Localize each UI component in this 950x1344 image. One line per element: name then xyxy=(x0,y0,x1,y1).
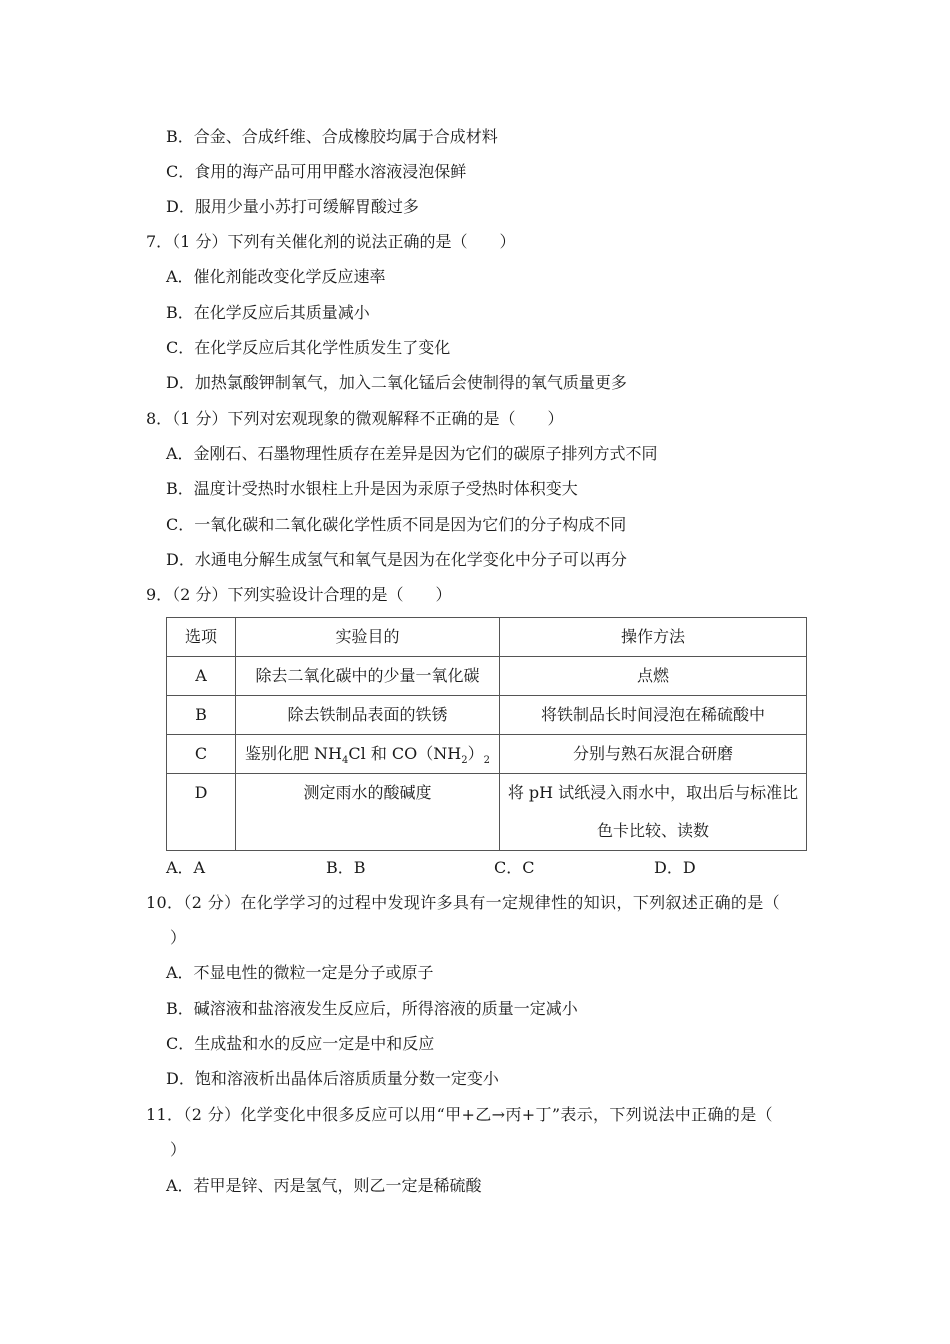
header-option: 选项 xyxy=(167,618,236,657)
table-row xyxy=(167,774,807,851)
formula-subscript: 2 xyxy=(483,755,491,767)
q7-option-b: B．在化学反应后其质量减小 xyxy=(166,303,370,322)
q9-choice-b: B．B xyxy=(326,858,366,877)
q8-option-b: B．温度计受热时水银柱上升是因为汞原子受热时体积变大 xyxy=(166,479,578,498)
formula-subscript: 4 xyxy=(342,755,349,767)
q9-choice-d: D．D xyxy=(654,858,696,877)
q7-option-c: C．在化学反应后其化学性质发生了变化 xyxy=(166,338,451,357)
row-option: C xyxy=(167,735,236,774)
q6-option-b: B．合金、合成纤维、合成橡胶均属于合成材料 xyxy=(166,127,498,146)
q9-stem: 9．（2 分）下列实验设计合理的是（ ） xyxy=(146,585,452,604)
q7-option-a: A．催化剂能改变化学反应速率 xyxy=(166,267,386,286)
header-method: 操作方法 xyxy=(500,618,807,657)
row-purpose: 除去二氧化碳中的少量一氧化碳 xyxy=(236,657,500,696)
formula-part: 鉴别化肥 NH xyxy=(244,744,343,763)
q10-option-d: D．饱和溶液析出晶体后溶质质量分数一定变小 xyxy=(166,1069,499,1088)
q6-option-c: C．食用的海产品可用甲醛水溶液浸泡保鲜 xyxy=(166,162,467,181)
row-option: B xyxy=(167,696,236,735)
formula-subscript: 2 xyxy=(461,755,468,767)
row-method: 分别与熟石灰混合研磨 xyxy=(500,735,807,774)
q10-option-b: B．碱溶液和盐溶液发生反应后，所得溶液的质量一定减小 xyxy=(166,999,578,1018)
table-row xyxy=(167,735,807,774)
q8-option-c: C．一氧化碳和二氧化碳化学性质不同是因为它们的分子构成不同 xyxy=(166,515,627,534)
q9-choice-a: A．A xyxy=(166,858,206,877)
row-option: D xyxy=(167,774,236,851)
table-header-row xyxy=(167,618,807,657)
q11-stem: 11．（2 分）化学变化中很多反应可以用“甲+乙→丙+丁”表示，下列说法中正确的是（ xyxy=(146,1105,773,1124)
q7-option-d: D．加热氯酸钾制氧气，加入二氧化锰后会使制得的氧气质量更多 xyxy=(166,373,627,392)
formula-part: ） xyxy=(467,744,484,763)
row-option: A xyxy=(167,657,236,696)
header-purpose: 实验目的 xyxy=(236,618,500,657)
row-purpose: 测定雨水的酸碱度 xyxy=(236,774,500,851)
row-method: 将铁制品长时间浸泡在稀硫酸中 xyxy=(500,696,807,735)
method-line: 将 pH 试纸浸入雨水中，取出后与标准比 xyxy=(507,783,799,802)
q10-stem-cont: ） xyxy=(170,928,187,947)
q8-option-a: A．金刚石、石墨物理性质存在差异是因为它们的碳原子排列方式不同 xyxy=(166,444,658,463)
table-row xyxy=(167,696,807,735)
q7-stem: 7．（1 分）下列有关催化剂的说法正确的是（ ） xyxy=(146,232,516,251)
q6-option-d: D．服用少量小苏打可缓解胃酸过多 xyxy=(166,197,419,216)
q8-stem: 8．（1 分）下列对宏观现象的微观解释不正确的是（ ） xyxy=(146,409,564,428)
row-purpose: 除去铁制品表面的铁锈 xyxy=(236,696,500,735)
q10-stem: 10．（2 分）在化学学习的过程中发现许多具有一定规律性的知识，下列叙述正确的是（ xyxy=(146,893,780,912)
q10-option-a: A．不显电性的微粒一定是分子或原子 xyxy=(166,963,434,982)
q11-stem-cont: ） xyxy=(170,1140,187,1159)
formula-part: Cl 和 CO（NH xyxy=(348,744,462,763)
q9-experiment-table xyxy=(166,617,807,851)
q11-option-a: A．若甲是锌、丙是氢气，则乙一定是稀硫酸 xyxy=(166,1176,482,1195)
q9-choice-c: C．C xyxy=(494,858,535,877)
q8-option-d: D．水通电分解生成氢气和氧气是因为在化学变化中分子可以再分 xyxy=(166,550,627,569)
row-purpose xyxy=(236,735,500,774)
row-method: 点燃 xyxy=(500,657,807,696)
table-row xyxy=(167,657,807,696)
q10-option-c: C．生成盐和水的反应一定是中和反应 xyxy=(166,1034,435,1053)
row-method xyxy=(500,774,807,851)
method-line: 色卡比较、读数 xyxy=(596,821,709,840)
